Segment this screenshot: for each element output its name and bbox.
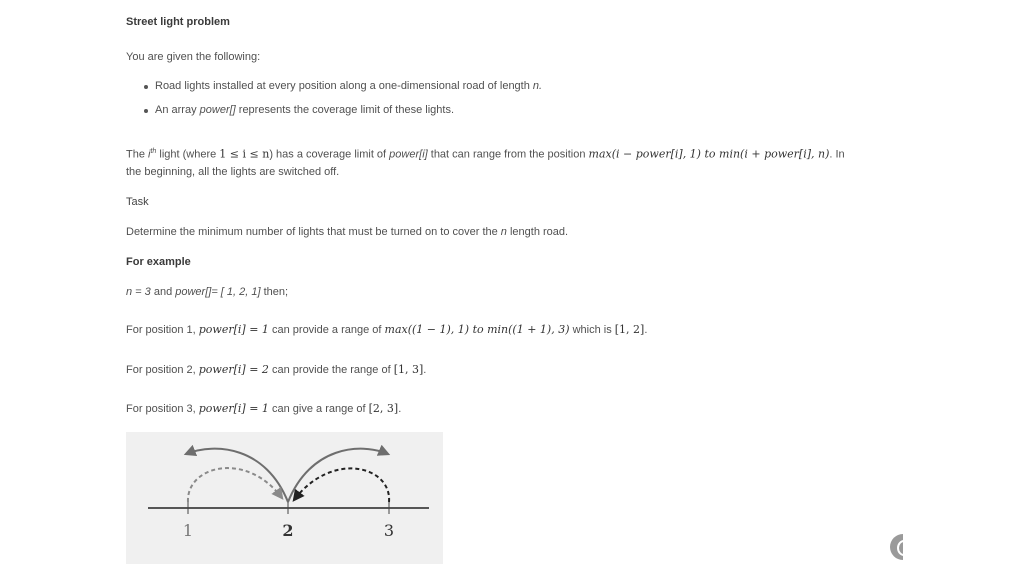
example-position-2: For position 2, power[i] = 2 can provide the range of [1, 3]. <box>126 363 427 376</box>
label-3: 3 <box>383 521 395 540</box>
task-heading: Task <box>126 196 149 208</box>
intro-text: You are given the following: <box>126 51 261 63</box>
bullet-dot <box>144 85 148 89</box>
example-position-3: For position 3, power[i] = 1 can give a range of [2, 3]. <box>126 402 402 415</box>
arc-2-to-3 <box>288 449 388 502</box>
page-title: Street light problem <box>126 16 230 28</box>
coverage-diagram-svg <box>126 432 443 564</box>
edge-mask <box>903 530 933 570</box>
label-2: 2 <box>282 521 294 540</box>
example-heading: For example <box>126 256 191 268</box>
description-line-2: the beginning, all the lights are switched off. <box>126 166 340 178</box>
task-text: Determine the minimum number of lights that must be turned on to cover the n length road. <box>126 226 569 238</box>
bullet-dot <box>144 109 148 113</box>
coverage-diagram <box>126 432 443 564</box>
label-1: 1 <box>182 521 194 540</box>
example-position-1: For position 1, power[i] = 1 can provide a range of max((1 − 1), 1) to min((1 + 1), 3) which is [1, 2]. <box>126 323 648 336</box>
arc-1-to-2 <box>188 468 282 502</box>
example-input: n = 3 and power[]= [ 1, 2, 1] then; <box>126 286 289 298</box>
arc-3-to-2 <box>294 468 389 502</box>
description-line-1: The $i^{th}$ light (where 1 ≤ i ≤ n) has a coverage limit of power[i] that can range from the position max(i − power[i], 1) to min(i + power[i], n). In <box>126 147 845 161</box>
